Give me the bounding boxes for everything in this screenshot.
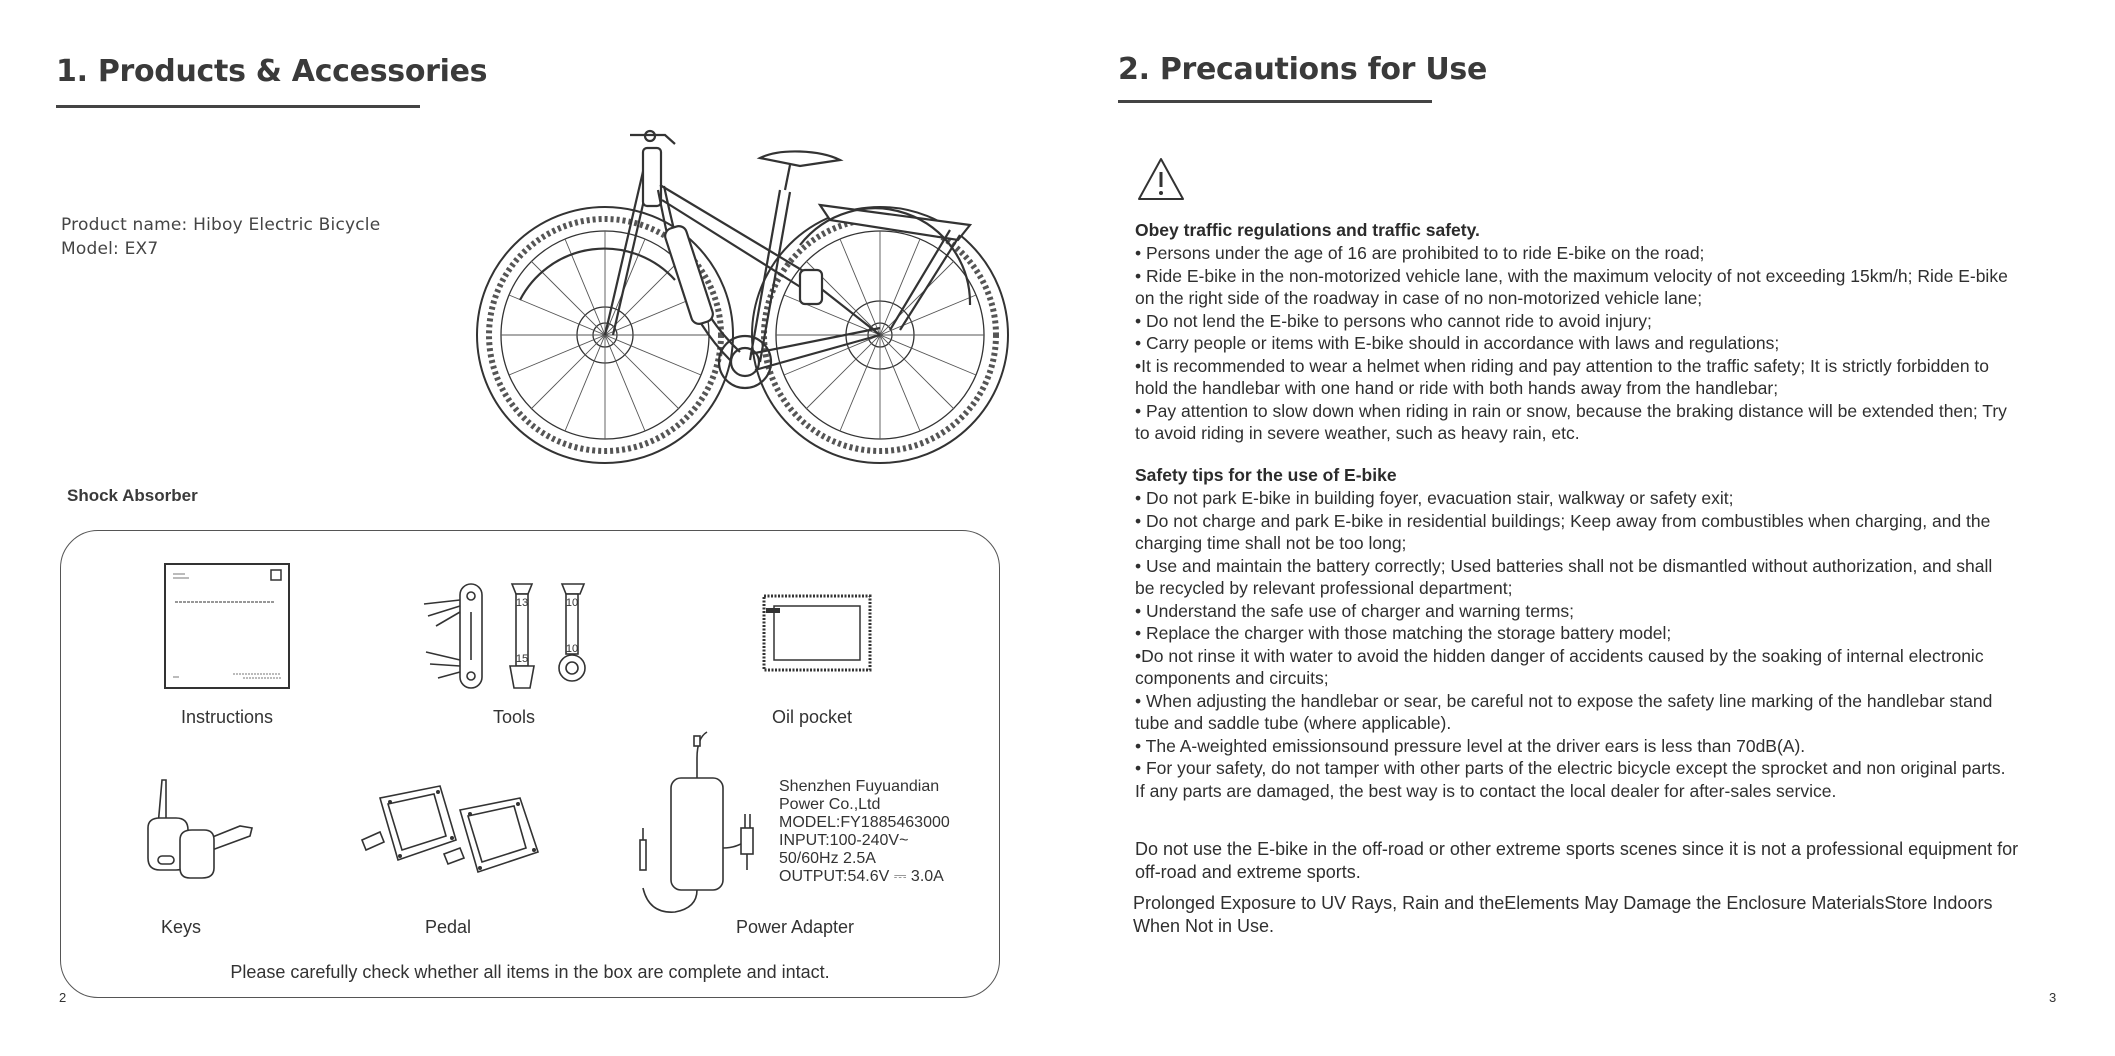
page-number-left: 2 — [59, 990, 67, 1005]
safety-tips-title: Safety tips for the use of E-bike — [1135, 465, 1397, 485]
offroad-warning — [1135, 838, 2018, 883]
left-heading-underline — [56, 105, 420, 108]
warning-icon — [1136, 156, 1186, 202]
tool-number-10-top: 10 — [565, 597, 579, 609]
safety-tip-line: charging time shall not be too long; — [1135, 533, 1407, 553]
safety-tip-line: be recycled by relevant professional department; — [1135, 578, 1513, 598]
oil-pocket-icon — [762, 594, 874, 674]
pedal-label: Pedal — [424, 917, 472, 937]
adapter-label-line: Shenzhen Fuyuandian — [779, 778, 940, 795]
adapter-label-line: 50/60Hz 2.5A — [779, 850, 876, 867]
adapter-label-line: OUTPUT:54.6V ⎓ 3.0A — [779, 868, 944, 885]
tools-icon — [420, 582, 600, 692]
safety-tip-line: • When adjusting the handlebar or sear, be careful not to expose the safety line marking of the handlebar stand — [1135, 690, 1993, 711]
shock-absorber-label: Shock Absorber — [67, 486, 198, 505]
traffic-rule-line: • Pay attention to slow down when riding in rain or snow, because the braking distance will be extended then; Try — [1135, 400, 2007, 421]
adapter-label-block — [779, 778, 950, 886]
safety-tip-line: • Do not park E-bike in building foyer, evacuation stair, walkway or safety exit; — [1135, 488, 1734, 508]
left-heading: 1. Products & Accessories — [56, 54, 488, 89]
safety-tip-line: • For your safety, do not tamper with other parts of the electric bicycle except the sprocket and non original parts. — [1135, 758, 2006, 778]
storage-warning-line: When Not in Use. — [1133, 915, 1275, 936]
power-adapter-icon — [635, 728, 775, 918]
right-heading-underline — [1118, 100, 1432, 103]
pedal-icon — [360, 780, 555, 885]
traffic-rule-line: • Carry people or items with E-bike should in accordance with laws and regulations; — [1135, 333, 1780, 353]
tool-number-10-bottom: 10 — [565, 643, 579, 655]
safety-tip-line: • Replace the charger with those matching the storage battery model; — [1135, 623, 1672, 643]
safety-tip-line: tube and saddle tube (where applicable). — [1135, 713, 1452, 733]
safety-tip-line: • Use and maintain the battery correctly; Used batteries shall not be dismantled without authorization, and shall — [1135, 555, 1993, 576]
instructions-label: Instructions — [180, 707, 274, 727]
page-number-right: 3 — [2049, 990, 2057, 1005]
traffic-rule-line: •It is recommended to wear a helmet when riding and pay attention to the traffic safety; It is strictly forbidden to — [1135, 355, 1990, 376]
safety-tip-line: • Understand the safe use of charger and warning terms; — [1135, 600, 1575, 621]
keys-icon — [140, 778, 260, 883]
safety-tip-line: •Do not rinse it with water to avoid the hidden danger of accidents caused by the soaking of internal electronic — [1135, 645, 1984, 666]
safety-tip-line: components and circuits; — [1135, 668, 1329, 688]
safety-tips-list — [1135, 487, 2006, 802]
adapter-label-line: INPUT:100-240V~ — [779, 832, 909, 849]
product-model: Model: EX7 — [61, 239, 159, 259]
offroad-warning-line: Do not use the E-bike in the off-road or other extreme sports scenes since it is not a professional equipment for — [1135, 839, 2019, 859]
traffic-rules-title: Obey traffic regulations and traffic safety. — [1135, 220, 1480, 240]
tools-label: Tools — [492, 707, 536, 727]
traffic-rule-line: on the right side of the roadway in case of no non-motorized vehicle lane; — [1135, 288, 1703, 308]
product-name: Product name: Hiboy Electric Bicycle — [61, 215, 381, 235]
instructions-booklet-icon — [163, 562, 293, 692]
safety-tip-line: • The A-weighted emissionsound pressure level at the driver ears is less than 70dB(A). — [1135, 735, 1806, 756]
traffic-rule-line: • Do not lend the E-bike to persons who cannot ride to avoid injury; — [1135, 310, 1652, 331]
storage-warning-line: Prolonged Exposure to UV Rays, Rain and theElements May Damage the Enclosure MaterialsStore Indoors — [1133, 893, 1993, 913]
completeness-notice: Please carefully check whether all items in the box are complete and intact. — [230, 962, 830, 982]
traffic-rule-line: hold the handlebar with one hand or ride with both hands away from the handlebar; — [1135, 378, 1779, 398]
traffic-rules-list — [1135, 242, 2008, 445]
oil-pocket-label: Oil pocket — [771, 707, 853, 727]
adapter-label-line: MODEL:FY1885463000 — [779, 814, 950, 831]
storage-warning — [1133, 892, 1992, 937]
traffic-rule-line: • Persons under the age of 16 are prohibited to to ride E-bike on the road; — [1135, 243, 1705, 263]
product-info — [61, 213, 380, 261]
traffic-rule-line: to avoid riding in severe weather, such as heavy rain, etc. — [1135, 423, 1580, 443]
tool-number-15: 15 — [515, 653, 529, 665]
offroad-warning-line: off-road and extreme sports. — [1135, 861, 1361, 882]
keys-label: Keys — [160, 917, 202, 937]
adapter-label-line: Power Co.,Ltd — [779, 796, 881, 813]
power-adapter-label: Power Adapter — [735, 917, 855, 937]
right-heading: 2. Precautions for Use — [1118, 52, 1487, 87]
traffic-rule-line: • Ride E-bike in the non-motorized vehicle lane, with the maximum velocity of not exceeding 15km/h; Ride E-bike — [1135, 265, 2008, 286]
safety-tip-line: • Do not charge and park E-bike in residential buildings; Keep away from combustibles when charging, and the — [1135, 510, 1991, 531]
bicycle-illustration — [480, 130, 1010, 465]
tool-number-13: 13 — [515, 597, 529, 609]
safety-tip-line: If any parts are damaged, the best way is to contact the local dealer for after-sales service. — [1135, 780, 1837, 801]
